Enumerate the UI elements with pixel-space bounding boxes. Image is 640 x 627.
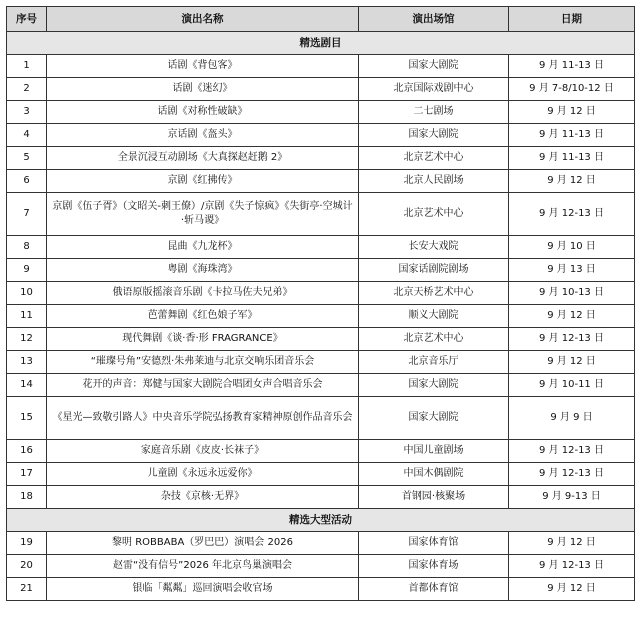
section-title: 精选大型活动 xyxy=(7,509,635,532)
performance-date: 9 月 9-13 日 xyxy=(509,486,635,509)
venue-name: 中国木偶剧院 xyxy=(359,463,509,486)
table-row xyxy=(7,124,635,147)
row-number: 1 xyxy=(7,55,47,78)
section-title: 精选剧目 xyxy=(7,32,635,55)
table-row xyxy=(7,282,635,305)
performance-date: 9 月 12 日 xyxy=(509,170,635,193)
performance-name: “璀璨号角”安德烈·朱弗莱迪与北京交响乐团音乐会 xyxy=(47,351,359,374)
header-name: 演出名称 xyxy=(47,7,359,32)
performance-date: 9 月 7-8/10-12 日 xyxy=(509,78,635,101)
venue-name: 北京艺术中心 xyxy=(359,193,509,236)
performance-name: 花开的声音：郑健与国家大剧院合唱团女声合唱音乐会 xyxy=(47,374,359,397)
table-row xyxy=(7,147,635,170)
venue-name: 国家大剧院 xyxy=(359,397,509,440)
performance-name: 赵雷“没有信号”2026 年北京鸟巢演唱会 xyxy=(47,555,359,578)
venue-name: 北京艺术中心 xyxy=(359,328,509,351)
header-date: 日期 xyxy=(509,7,635,32)
row-number: 11 xyxy=(7,305,47,328)
venue-name: 中国儿童剧场 xyxy=(359,440,509,463)
performance-date: 9 月 12-13 日 xyxy=(509,463,635,486)
row-number: 10 xyxy=(7,282,47,305)
table-row xyxy=(7,328,635,351)
performance-name: 话剧《迷幻》 xyxy=(47,78,359,101)
performance-name: 昆曲《九龙杯》 xyxy=(47,236,359,259)
performance-date: 9 月 12 日 xyxy=(509,101,635,124)
row-number: 3 xyxy=(7,101,47,124)
table-header-row xyxy=(7,7,635,32)
performance-date: 9 月 11-13 日 xyxy=(509,124,635,147)
performance-date: 9 月 13 日 xyxy=(509,259,635,282)
performance-name: 家庭音乐剧《皮皮·长袜子》 xyxy=(47,440,359,463)
table-row xyxy=(7,578,635,601)
row-number: 20 xyxy=(7,555,47,578)
performance-date: 9 月 10-11 日 xyxy=(509,374,635,397)
venue-name: 国家体育馆 xyxy=(359,532,509,555)
venue-name: 顺义大剧院 xyxy=(359,305,509,328)
performance-date: 9 月 10-13 日 xyxy=(509,282,635,305)
performance-date: 9 月 12-13 日 xyxy=(509,555,635,578)
performance-date: 9 月 12-13 日 xyxy=(509,328,635,351)
table-row xyxy=(7,351,635,374)
row-number: 19 xyxy=(7,532,47,555)
performance-name: 话剧《对称性破缺》 xyxy=(47,101,359,124)
performance-name: 话剧《背包客》 xyxy=(47,55,359,78)
row-number: 6 xyxy=(7,170,47,193)
table-row xyxy=(7,78,635,101)
venue-name: 长安大戏院 xyxy=(359,236,509,259)
row-number: 4 xyxy=(7,124,47,147)
performance-name: 京话剧《盔头》 xyxy=(47,124,359,147)
row-number: 21 xyxy=(7,578,47,601)
table-row xyxy=(7,463,635,486)
performance-date: 9 月 10 日 xyxy=(509,236,635,259)
venue-name: 二七剧场 xyxy=(359,101,509,124)
venue-name: 国家话剧院剧场 xyxy=(359,259,509,282)
performance-date: 9 月 12-13 日 xyxy=(509,440,635,463)
table-row xyxy=(7,440,635,463)
table-row xyxy=(7,397,635,440)
row-number: 7 xyxy=(7,193,47,236)
performance-date: 9 月 12 日 xyxy=(509,578,635,601)
table-row xyxy=(7,236,635,259)
row-number: 5 xyxy=(7,147,47,170)
performance-date: 9 月 9 日 xyxy=(509,397,635,440)
table-row xyxy=(7,374,635,397)
venue-name: 国家大剧院 xyxy=(359,55,509,78)
venue-name: 国家大剧院 xyxy=(359,374,509,397)
performance-name: 俄语原版摇滚音乐剧《卡拉马佐夫兄弟》 xyxy=(47,282,359,305)
row-number: 15 xyxy=(7,397,47,440)
table-row xyxy=(7,101,635,124)
performance-name: 京剧《伍子胥》（文昭关-刺王僚）/京剧《失子惊疯》《失街亭·空城计·斩马谡》 xyxy=(47,193,359,236)
row-number: 16 xyxy=(7,440,47,463)
performance-name: 粤剧《海珠湾》 xyxy=(47,259,359,282)
performance-name: 《星光—致敬引路人》中央音乐学院弘扬教育家精神原创作品音乐会 xyxy=(47,397,359,440)
performance-date: 9 月 11-13 日 xyxy=(509,147,635,170)
performance-name: 杂技《京核·无界》 xyxy=(47,486,359,509)
section-row xyxy=(7,32,635,55)
header-venue: 演出场馆 xyxy=(359,7,509,32)
row-number: 9 xyxy=(7,259,47,282)
table-row xyxy=(7,193,635,236)
row-number: 8 xyxy=(7,236,47,259)
row-number: 2 xyxy=(7,78,47,101)
row-number: 17 xyxy=(7,463,47,486)
venue-name: 首都体育馆 xyxy=(359,578,509,601)
performance-name: 黎明 ROBBABA（罗巴巴）演唱会 2026 xyxy=(47,532,359,555)
venue-name: 北京音乐厅 xyxy=(359,351,509,374)
venue-name: 北京艺术中心 xyxy=(359,147,509,170)
venue-name: 国家体育场 xyxy=(359,555,509,578)
venue-name: 国家大剧院 xyxy=(359,124,509,147)
row-number: 18 xyxy=(7,486,47,509)
table-row xyxy=(7,259,635,282)
performance-date: 9 月 11-13 日 xyxy=(509,55,635,78)
performance-table xyxy=(6,6,635,601)
performance-name: 银临「粼粼」巡回演唱会收官场 xyxy=(47,578,359,601)
row-number: 14 xyxy=(7,374,47,397)
venue-name: 北京人民剧场 xyxy=(359,170,509,193)
table-row xyxy=(7,555,635,578)
venue-name: 北京国际戏剧中心 xyxy=(359,78,509,101)
performance-name: 全景沉浸互动剧场《大真探赵赶鹅 2》 xyxy=(47,147,359,170)
table-row xyxy=(7,170,635,193)
row-number: 12 xyxy=(7,328,47,351)
performance-name: 京剧《红拂传》 xyxy=(47,170,359,193)
performance-date: 9 月 12 日 xyxy=(509,532,635,555)
row-number: 13 xyxy=(7,351,47,374)
table-row xyxy=(7,532,635,555)
performance-date: 9 月 12 日 xyxy=(509,351,635,374)
table-row xyxy=(7,55,635,78)
performance-name: 芭蕾舞剧《红色娘子军》 xyxy=(47,305,359,328)
performance-name: 儿童剧《永远永远爱你》 xyxy=(47,463,359,486)
section-row xyxy=(7,509,635,532)
performance-name: 现代舞剧《谈·香·形 FRAGRANCE》 xyxy=(47,328,359,351)
venue-name: 北京天桥艺术中心 xyxy=(359,282,509,305)
performance-date: 9 月 12-13 日 xyxy=(509,193,635,236)
table-body xyxy=(7,32,635,601)
header-no: 序号 xyxy=(7,7,47,32)
venue-name: 首钢园·核聚场 xyxy=(359,486,509,509)
performance-date: 9 月 12 日 xyxy=(509,305,635,328)
table-row xyxy=(7,486,635,509)
table-row xyxy=(7,305,635,328)
